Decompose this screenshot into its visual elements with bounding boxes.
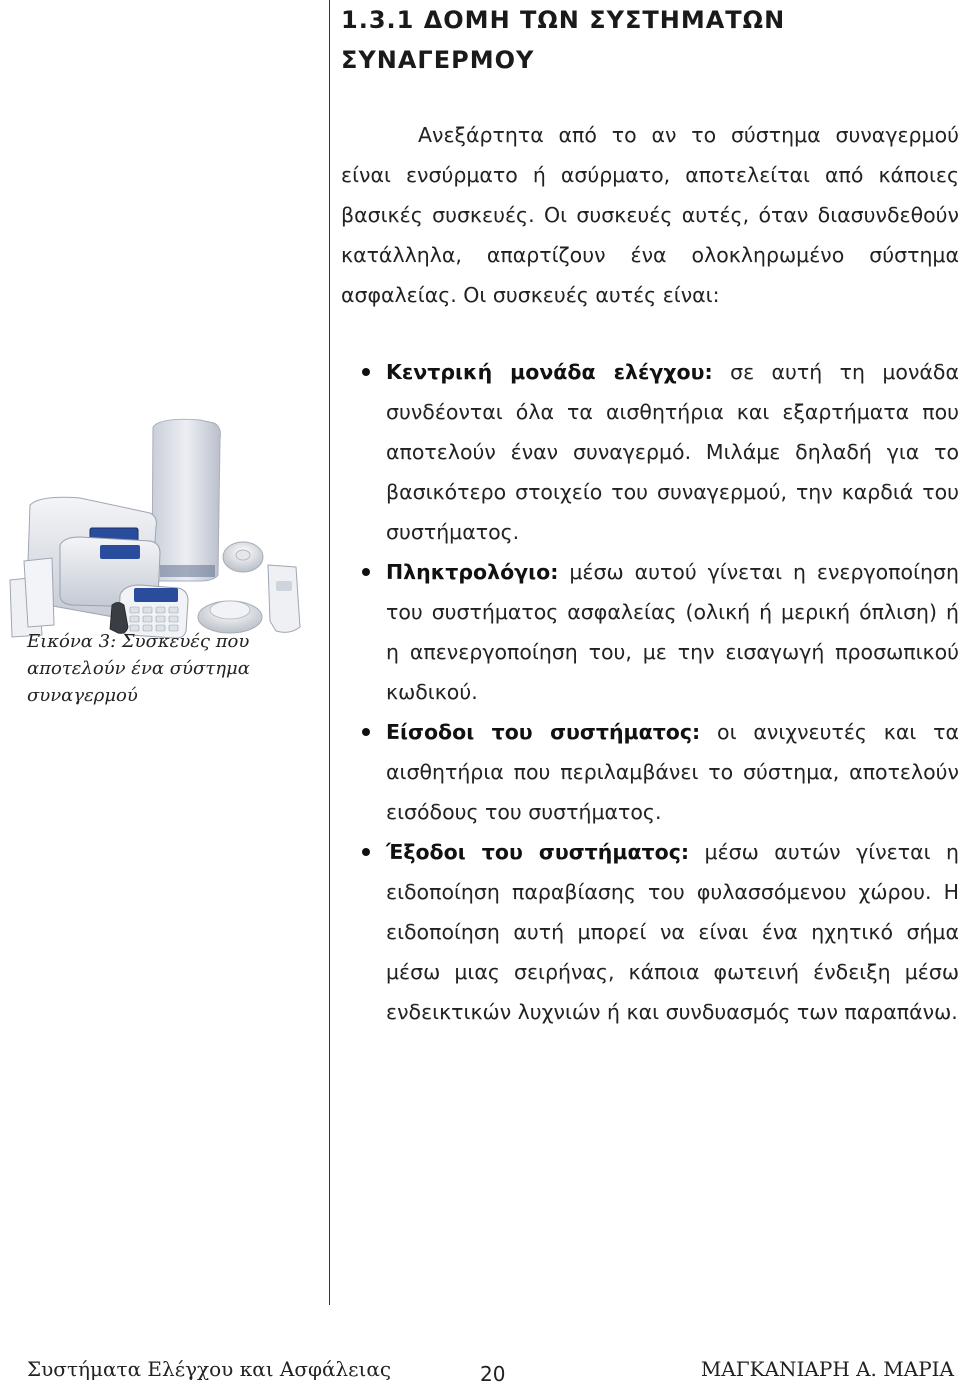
heading-title-line-2: ΣΥΝΑΓΕΡΜΟΥ bbox=[341, 46, 535, 74]
list-item-term: Είσοδοι του συστήματος: bbox=[386, 720, 701, 744]
list-item-text: σε αυτή τη μονάδα συνδέονται όλα τα αισθητήρια και εξαρτήματα που αποτελούν έναν συναγερμό. Μιλάμε δηλαδή για το βασικότερο στοιχείο του συναγερμού, την καρδιά του συστήματος. bbox=[386, 360, 959, 544]
list-item bbox=[341, 712, 959, 832]
heading-number: 1.3.1 bbox=[341, 6, 415, 34]
bullet-dot-icon bbox=[362, 568, 370, 576]
bullet-dot-icon bbox=[362, 368, 370, 376]
device-list bbox=[341, 352, 959, 1032]
footer-title: Συστήματα Ελέγχου και Ασφάλειας bbox=[27, 1357, 392, 1381]
column-divider bbox=[329, 0, 330, 1305]
heading-title-line-1: ΔΟΜΗ ΤΩΝ ΣΥΣΤΗΜΑΤΩΝ bbox=[423, 6, 786, 34]
list-item-text: μέσω αυτού γίνεται η ενεργοποίηση του συστήματος ασφαλείας (ολική ή μερική όπλιση) ή η απενεργοποίηση του, με την εισαγωγή προσωπικού κωδικού. bbox=[386, 560, 959, 704]
list-item-term: Κεντρική μονάδα ελέγχου: bbox=[386, 360, 713, 384]
list-item-term: Πληκτρολόγιο: bbox=[386, 560, 559, 584]
heading-line-1 bbox=[341, 0, 941, 40]
list-item bbox=[341, 832, 959, 1032]
list-item-term: Έξοδοι του συστήματος: bbox=[386, 840, 690, 864]
alarm-devices-image bbox=[0, 395, 310, 650]
page-number: 20 bbox=[480, 1362, 506, 1386]
bullet-dot-icon bbox=[362, 848, 370, 856]
footer-author: ΜΑΓΚΑΝΙΑΡΗ Α. ΜΑΡΙΑ bbox=[700, 1357, 954, 1381]
list-item bbox=[341, 552, 959, 712]
list-item-text: οι ανιχνευτές και τα αισθητήρια που περιλαμβάνει το σύστημα, αποτελούν εισόδους του συστήματος. bbox=[386, 720, 959, 824]
list-item-text: μέσω αυτών γίνεται η ειδοποίηση παραβίασης του φυλασσόμενου χώρου. Η ειδοποίηση αυτή μπορεί να είναι ένα ηχητικό σήμα μέσω μιας σειρήνας, κάποια φωτεινή ένδειξη μέσω ενδεικτικών λυχνιών ή και συνδυασμός των παραπάνω. bbox=[386, 840, 959, 1024]
list-item bbox=[341, 352, 959, 552]
bullet-dot-icon bbox=[362, 728, 370, 736]
section-heading bbox=[341, 0, 941, 80]
figure-caption: Εικόνα 3: Συσκευές που αποτελούν ένα σύστημα συναγερμού bbox=[27, 631, 250, 706]
intro-paragraph: Ανεξάρτητα από το αν το σύστημα συναγερμού είναι ενσύρματο ή ασύρματο, αποτελείται από κάποιες βασικές συσκευές. Οι συσκευές αυτές, όταν διασυνδεθούν κατάλληλα, απαρτίζουν ένα ολοκληρωμένο σύστημα ασφαλείας. Οι συσκευές αυτές είναι: bbox=[341, 123, 959, 307]
